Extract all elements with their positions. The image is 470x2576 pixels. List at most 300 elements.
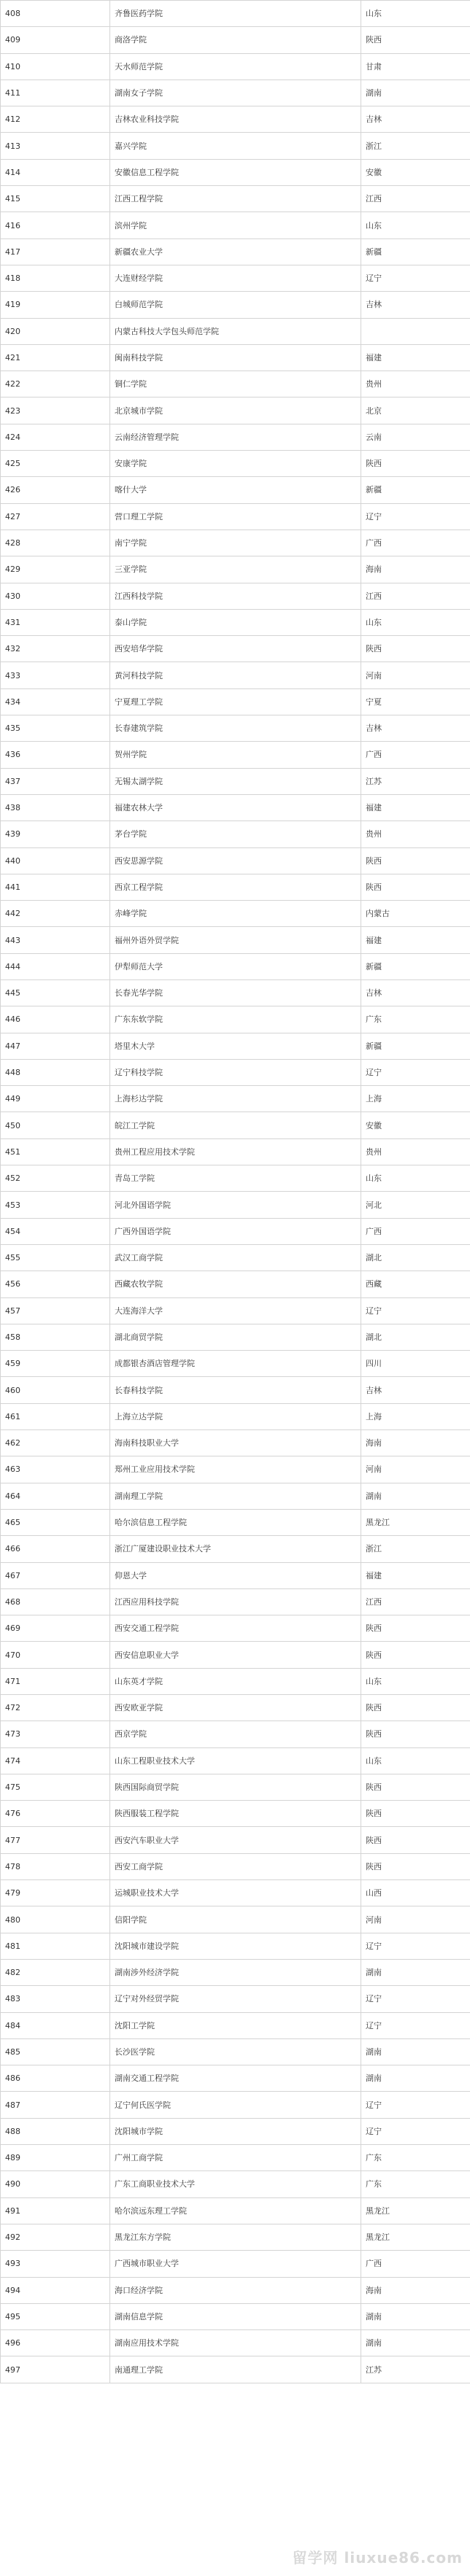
rank-number-cell: 493: [1, 2251, 110, 2277]
province-cell: 新疆: [361, 238, 470, 265]
rank-number-cell: 460: [1, 1377, 110, 1403]
rank-number-cell: 463: [1, 1456, 110, 1483]
rank-number-cell: 432: [1, 636, 110, 662]
table-row: [1, 424, 470, 450]
province-cell: 四川: [361, 1351, 470, 1377]
table-row: [1, 1695, 470, 1721]
school-name-cell: 齐鲁医药学院: [110, 1, 361, 27]
rank-number-cell: 487: [1, 2092, 110, 2118]
school-name-cell: 吉林农业科技学院: [110, 106, 361, 133]
table-row: [1, 2330, 470, 2356]
province-cell: 山东: [361, 1668, 470, 1694]
table-row: [1, 1086, 470, 1112]
rank-number-cell: 489: [1, 2145, 110, 2171]
school-name-cell: 陕西服装工程学院: [110, 1801, 361, 1827]
table-row: [1, 1747, 470, 1774]
table-row: [1, 1033, 470, 1059]
province-cell: 宁夏: [361, 688, 470, 715]
province-cell: 吉林: [361, 979, 470, 1006]
table-row: [1, 238, 470, 265]
province-cell: 黑龙江: [361, 2197, 470, 2224]
province-cell: 吉林: [361, 1377, 470, 1403]
province-cell: 陕西: [361, 847, 470, 874]
school-name-cell: 西京工程学院: [110, 874, 361, 900]
school-name-cell: 新疆农业大学: [110, 238, 361, 265]
province-cell: 福建: [361, 927, 470, 953]
school-name-cell: 福州外语外贸学院: [110, 927, 361, 953]
school-name-cell: 西安欧亚学院: [110, 1695, 361, 1721]
school-name-cell: 长春光华学院: [110, 979, 361, 1006]
province-cell: 新疆: [361, 953, 470, 979]
school-name-cell: 长春科技学院: [110, 1377, 361, 1403]
school-name-cell: 上海立达学院: [110, 1403, 361, 1429]
province-cell: 陕西: [361, 636, 470, 662]
province-cell: 湖南: [361, 1483, 470, 1509]
province-cell: 广西: [361, 742, 470, 768]
table-row: [1, 1, 470, 27]
school-name-cell: 西安工商学院: [110, 1853, 361, 1879]
school-name-cell: 西京学院: [110, 1721, 361, 1747]
province-cell: 上海: [361, 1086, 470, 1112]
rank-number-cell: 472: [1, 1695, 110, 1721]
province-cell: 辽宁: [361, 1059, 470, 1085]
province-cell: 新疆: [361, 1033, 470, 1059]
table-row: [1, 636, 470, 662]
table-row: [1, 1588, 470, 1615]
school-name-cell: 青岛工学院: [110, 1165, 361, 1192]
table-row: [1, 1959, 470, 1985]
province-cell: 辽宁: [361, 2118, 470, 2144]
province-cell: 山东: [361, 1, 470, 27]
rank-number-cell: 426: [1, 477, 110, 503]
province-cell: 内蒙古: [361, 901, 470, 927]
school-name-cell: 茅台学院: [110, 821, 361, 847]
province-cell: 新疆: [361, 477, 470, 503]
school-name-cell: 湖南应用技术学院: [110, 2330, 361, 2356]
table-row: [1, 318, 470, 344]
table-row: [1, 1536, 470, 1562]
table-row: [1, 1138, 470, 1165]
school-name-cell: 西安思源学院: [110, 847, 361, 874]
school-name-cell: 黄河科技学院: [110, 662, 361, 688]
rank-number-cell: 465: [1, 1509, 110, 1535]
table-row: [1, 1880, 470, 1906]
table-row: [1, 1377, 470, 1403]
table-row: [1, 874, 470, 900]
rank-number-cell: 495: [1, 2303, 110, 2329]
province-cell: 陕西: [361, 1615, 470, 1642]
watermark-logo: 留学网 liuxue86.com: [292, 2549, 463, 2567]
rank-number-cell: 466: [1, 1536, 110, 1562]
rank-number-cell: 409: [1, 27, 110, 53]
school-name-cell: 西安交通工程学院: [110, 1615, 361, 1642]
province-cell: 安徽: [361, 1112, 470, 1138]
school-name-cell: 辽宁科技学院: [110, 1059, 361, 1085]
province-cell: 陕西: [361, 1801, 470, 1827]
rank-number-cell: 442: [1, 901, 110, 927]
province-cell: 陕西: [361, 874, 470, 900]
table-row: [1, 1827, 470, 1853]
rank-number-cell: 453: [1, 1192, 110, 1218]
province-cell: 广西: [361, 2251, 470, 2277]
rank-number-cell: 435: [1, 715, 110, 742]
school-name-cell: 广西城市职业大学: [110, 2251, 361, 2277]
school-name-cell: 运城职业技术大学: [110, 1880, 361, 1906]
province-cell: 辽宁: [361, 1933, 470, 1959]
province-cell: 辽宁: [361, 1986, 470, 2012]
table-row: [1, 186, 470, 212]
rank-number-cell: 471: [1, 1668, 110, 1694]
table-row: [1, 1562, 470, 1588]
rank-number-cell: 428: [1, 529, 110, 556]
rank-number-cell: 419: [1, 292, 110, 318]
table-row: [1, 1403, 470, 1429]
table-row: [1, 847, 470, 874]
table-row: [1, 529, 470, 556]
table-row: [1, 2012, 470, 2038]
rank-number-cell: 434: [1, 688, 110, 715]
table-row: [1, 1165, 470, 1192]
province-cell: 福建: [361, 1562, 470, 1588]
rank-number-cell: 451: [1, 1138, 110, 1165]
school-name-cell: 西安培华学院: [110, 636, 361, 662]
table-row: [1, 2038, 470, 2065]
rank-number-cell: 450: [1, 1112, 110, 1138]
rank-number-cell: 454: [1, 1218, 110, 1244]
rank-number-cell: 477: [1, 1827, 110, 1853]
table-row: [1, 1906, 470, 1933]
school-name-cell: 广东工商职业技术大学: [110, 2171, 361, 2197]
province-cell: 福建: [361, 344, 470, 371]
province-cell: 山东: [361, 212, 470, 238]
province-cell: 上海: [361, 1403, 470, 1429]
table-row: [1, 901, 470, 927]
table-row: [1, 2145, 470, 2171]
province-cell: 江苏: [361, 2356, 470, 2383]
table-row: [1, 1615, 470, 1642]
rank-number-cell: 444: [1, 953, 110, 979]
rank-number-cell: 440: [1, 847, 110, 874]
rank-number-cell: 464: [1, 1483, 110, 1509]
rank-number-cell: 473: [1, 1721, 110, 1747]
school-name-cell: 江西科技学院: [110, 583, 361, 609]
school-name-cell: 广东东软学院: [110, 1006, 361, 1033]
rank-number-cell: 431: [1, 609, 110, 635]
province-cell: 辽宁: [361, 2092, 470, 2118]
province-cell: 湖南: [361, 2330, 470, 2356]
province-cell: 贵州: [361, 1138, 470, 1165]
table-row: [1, 1218, 470, 1244]
rank-number-cell: 484: [1, 2012, 110, 2038]
school-name-cell: 泰山学院: [110, 609, 361, 635]
rank-number-cell: 482: [1, 1959, 110, 1985]
province-cell: 湖南: [361, 79, 470, 106]
province-cell: 西藏: [361, 1271, 470, 1297]
province-cell: 陕西: [361, 27, 470, 53]
province-cell: 海南: [361, 1430, 470, 1456]
province-cell: 湖南: [361, 2303, 470, 2329]
table-row: [1, 1986, 470, 2012]
table-row: [1, 2224, 470, 2250]
province-cell: 江西: [361, 1588, 470, 1615]
province-cell: 甘肃: [361, 53, 470, 79]
rank-number-cell: 468: [1, 1588, 110, 1615]
table-row: [1, 1430, 470, 1456]
school-name-cell: 云南经济管理学院: [110, 424, 361, 450]
school-name-cell: 辽宁对外经贸学院: [110, 1986, 361, 2012]
province-cell: 广东: [361, 1006, 470, 1033]
province-cell: 辽宁: [361, 503, 470, 529]
rank-number-cell: 462: [1, 1430, 110, 1456]
rank-number-cell: 414: [1, 159, 110, 185]
province-cell: 江西: [361, 583, 470, 609]
school-name-cell: 西安信息职业大学: [110, 1642, 361, 1668]
table-row: [1, 1853, 470, 1879]
province-cell: 黑龙江: [361, 2224, 470, 2250]
table-row: [1, 2197, 470, 2224]
province-cell: 辽宁: [361, 2012, 470, 2038]
rank-number-cell: 438: [1, 794, 110, 820]
table-row: [1, 2065, 470, 2092]
table-row: [1, 1774, 470, 1800]
school-name-cell: 西藏农牧学院: [110, 1271, 361, 1297]
school-name-cell: 沈阳工学院: [110, 2012, 361, 2038]
school-name-cell: 武汉工商学院: [110, 1244, 361, 1270]
school-name-cell: 陕西国际商贸学院: [110, 1774, 361, 1800]
table-row: [1, 1721, 470, 1747]
table-row: [1, 2251, 470, 2277]
table-row: [1, 2092, 470, 2118]
rank-number-cell: 449: [1, 1086, 110, 1112]
school-name-cell: 黑龙江东方学院: [110, 2224, 361, 2250]
table-row: [1, 451, 470, 477]
table-row: [1, 503, 470, 529]
school-name-cell: 贵州工程应用技术学院: [110, 1138, 361, 1165]
province-cell: 山东: [361, 1165, 470, 1192]
table-row: [1, 159, 470, 185]
province-cell: 河南: [361, 662, 470, 688]
province-cell: 河南: [361, 1906, 470, 1933]
rank-number-cell: 456: [1, 1271, 110, 1297]
table-row: [1, 371, 470, 397]
table-row: [1, 106, 470, 133]
school-name-cell: 江西应用科技学院: [110, 1588, 361, 1615]
province-cell: 吉林: [361, 292, 470, 318]
rank-number-cell: 415: [1, 186, 110, 212]
school-name-cell: 哈尔滨信息工程学院: [110, 1509, 361, 1535]
school-name-cell: 湖南涉外经济学院: [110, 1959, 361, 1985]
rank-number-cell: 425: [1, 451, 110, 477]
school-name-cell: 北京城市学院: [110, 397, 361, 424]
school-name-cell: 海口经济学院: [110, 2277, 361, 2303]
province-cell: 贵州: [361, 821, 470, 847]
rank-number-cell: 457: [1, 1297, 110, 1324]
school-name-cell: 营口理工学院: [110, 503, 361, 529]
table-row: [1, 265, 470, 291]
rank-number-cell: 474: [1, 1747, 110, 1774]
rank-number-cell: 418: [1, 265, 110, 291]
school-name-cell: 伊犁师范大学: [110, 953, 361, 979]
school-name-cell: 浙江广厦建设职业技术大学: [110, 1536, 361, 1562]
table-row: [1, 742, 470, 768]
table-row: [1, 1801, 470, 1827]
rank-number-cell: 411: [1, 79, 110, 106]
province-cell: 黑龙江: [361, 1509, 470, 1535]
table-row: [1, 212, 470, 238]
school-name-cell: 贺州学院: [110, 742, 361, 768]
rank-number-cell: 476: [1, 1801, 110, 1827]
rank-number-cell: 494: [1, 2277, 110, 2303]
rank-number-cell: 496: [1, 2330, 110, 2356]
rank-number-cell: 481: [1, 1933, 110, 1959]
rank-number-cell: 458: [1, 1324, 110, 1350]
school-name-cell: 山东工程职业技术大学: [110, 1747, 361, 1774]
school-name-cell: 长沙医学院: [110, 2038, 361, 2065]
province-cell: 江西: [361, 186, 470, 212]
table-row: [1, 609, 470, 635]
province-cell: 吉林: [361, 715, 470, 742]
rank-number-cell: 497: [1, 2356, 110, 2383]
table-row: [1, 1668, 470, 1694]
school-name-cell: 辽宁何氏医学院: [110, 2092, 361, 2118]
rank-number-cell: 433: [1, 662, 110, 688]
province-cell: 吉林: [361, 106, 470, 133]
rank-number-cell: 423: [1, 397, 110, 424]
rank-number-cell: 459: [1, 1351, 110, 1377]
province-cell: 陕西: [361, 1721, 470, 1747]
province-cell: 广西: [361, 529, 470, 556]
rank-number-cell: 420: [1, 318, 110, 344]
school-name-cell: 郑州工业应用技术学院: [110, 1456, 361, 1483]
rank-number-cell: 478: [1, 1853, 110, 1879]
province-cell: 山东: [361, 1747, 470, 1774]
school-name-cell: 天水师范学院: [110, 53, 361, 79]
province-cell: 浙江: [361, 133, 470, 159]
table-row: [1, 2356, 470, 2383]
province-cell: 陕西: [361, 451, 470, 477]
province-cell: 福建: [361, 794, 470, 820]
rank-number-cell: 452: [1, 1165, 110, 1192]
table-row: [1, 662, 470, 688]
rank-number-cell: 483: [1, 1986, 110, 2012]
rank-number-cell: 430: [1, 583, 110, 609]
rank-number-cell: 470: [1, 1642, 110, 1668]
table-row: [1, 1059, 470, 1085]
school-name-cell: 宁夏理工学院: [110, 688, 361, 715]
school-name-cell: 商洛学院: [110, 27, 361, 53]
province-cell: 贵州: [361, 371, 470, 397]
rank-number-cell: 412: [1, 106, 110, 133]
school-name-cell: 滨州学院: [110, 212, 361, 238]
rank-number-cell: 416: [1, 212, 110, 238]
rank-number-cell: 488: [1, 2118, 110, 2144]
school-name-cell: 赤峰学院: [110, 901, 361, 927]
rank-number-cell: 439: [1, 821, 110, 847]
table-row: [1, 953, 470, 979]
school-name-cell: 大连财经学院: [110, 265, 361, 291]
province-cell: 江苏: [361, 768, 470, 794]
table-row: [1, 27, 470, 53]
school-name-cell: 山东英才学院: [110, 1668, 361, 1694]
rank-number-cell: 446: [1, 1006, 110, 1033]
school-name-cell: 哈尔滨远东理工学院: [110, 2197, 361, 2224]
school-name-cell: 河北外国语学院: [110, 1192, 361, 1218]
rank-number-cell: 485: [1, 2038, 110, 2065]
rank-number-cell: 417: [1, 238, 110, 265]
table-row: [1, 1112, 470, 1138]
table-row: [1, 53, 470, 79]
province-cell: 云南: [361, 424, 470, 450]
school-name-cell: 内蒙古科技大学包头师范学院: [110, 318, 361, 344]
school-name-cell: 塔里木大学: [110, 1033, 361, 1059]
school-name-cell: 西安汽车职业大学: [110, 1827, 361, 1853]
rank-number-cell: 447: [1, 1033, 110, 1059]
table-row: [1, 1271, 470, 1297]
table-row: [1, 688, 470, 715]
school-name-cell: 喀什大学: [110, 477, 361, 503]
school-name-cell: 大连海洋大学: [110, 1297, 361, 1324]
rank-number-cell: 445: [1, 979, 110, 1006]
table-row: [1, 1297, 470, 1324]
table-row: [1, 1642, 470, 1668]
table-row: [1, 821, 470, 847]
school-name-cell: 安康学院: [110, 451, 361, 477]
table-row: [1, 556, 470, 583]
province-cell: 陕西: [361, 1695, 470, 1721]
rank-number-cell: 479: [1, 1880, 110, 1906]
province-cell: 湖北: [361, 1244, 470, 1270]
school-name-cell: 铜仁学院: [110, 371, 361, 397]
rank-number-cell: 467: [1, 1562, 110, 1588]
table-row: [1, 477, 470, 503]
province-cell: 辽宁: [361, 1297, 470, 1324]
rank-number-cell: 437: [1, 768, 110, 794]
province-cell: 陕西: [361, 1827, 470, 1853]
table-row: [1, 1933, 470, 1959]
table-row: [1, 2277, 470, 2303]
province-cell: 辽宁: [361, 265, 470, 291]
rank-number-cell: 475: [1, 1774, 110, 1800]
table-row: [1, 1192, 470, 1218]
table-row: [1, 715, 470, 742]
table-row: [1, 133, 470, 159]
rank-number-cell: 480: [1, 1906, 110, 1933]
rank-number-cell: 490: [1, 2171, 110, 2197]
province-cell: 山西: [361, 1880, 470, 1906]
province-cell: 安徽: [361, 159, 470, 185]
rank-number-cell: 422: [1, 371, 110, 397]
province-cell: 湖北: [361, 1324, 470, 1350]
table-row: [1, 1456, 470, 1483]
school-name-cell: 成都银杏酒店管理学院: [110, 1351, 361, 1377]
province-cell: 陕西: [361, 1853, 470, 1879]
province-cell: 广西: [361, 1218, 470, 1244]
school-name-cell: 海南科技职业大学: [110, 1430, 361, 1456]
school-name-cell: 仰恩大学: [110, 1562, 361, 1588]
school-name-cell: 湖南理工学院: [110, 1483, 361, 1509]
table-row: [1, 2303, 470, 2329]
school-name-cell: 闽南科技学院: [110, 344, 361, 371]
school-name-cell: 南通理工学院: [110, 2356, 361, 2383]
table-row: [1, 1351, 470, 1377]
school-name-cell: 江西工程学院: [110, 186, 361, 212]
school-name-cell: 湖北商贸学院: [110, 1324, 361, 1350]
province-cell: 广东: [361, 2171, 470, 2197]
rank-number-cell: 461: [1, 1403, 110, 1429]
table-row: [1, 927, 470, 953]
table-row: [1, 397, 470, 424]
table-row: [1, 768, 470, 794]
